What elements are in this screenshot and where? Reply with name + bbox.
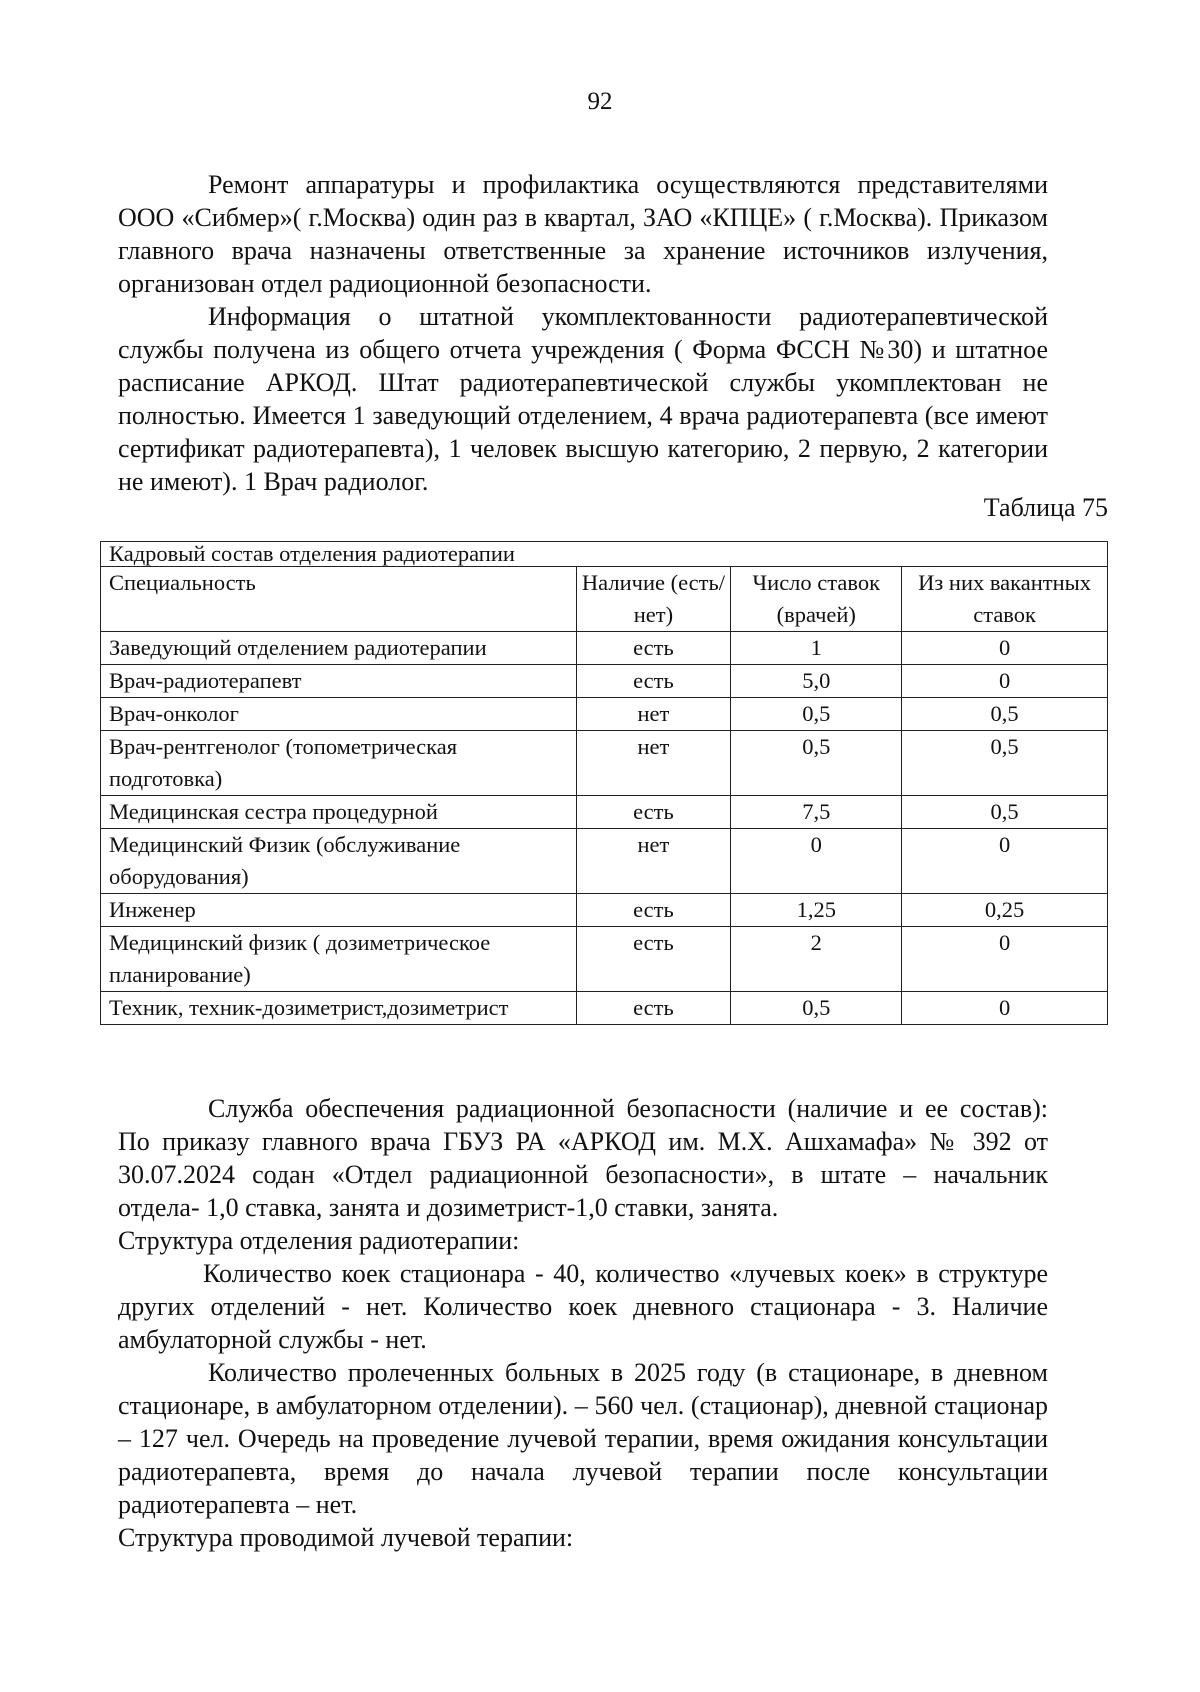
table-row xyxy=(101,665,1108,698)
cell-availability: есть xyxy=(576,894,731,927)
header-vacant: Из них вакантных ставок xyxy=(902,567,1108,632)
cell-specialty: Медицинский физик ( дозиметрическое планирование) xyxy=(101,927,577,992)
cell-specialty: Заведующий отделением радиотерапии xyxy=(101,632,577,665)
cell-specialty: Инженер xyxy=(101,894,577,927)
cell-specialty: Медицинская сестра процедурной xyxy=(101,796,577,829)
paragraph-staffing-info: Информация о штатной укомплектованности радиотерапевтической службы получена из общего отчета учреждения ( Форма ФССН №30) и штатное расписание АРКОД. Штат радиотерапевтической службы укомплектован не полностью. Имеется 1 заведующий отделением, 4 врача радиотерапевта (все имеют сертификат радиотерапевта), 1 человек высшую категорию, 2 первую, 2 категории не имеют). 1 Врач радиолог. xyxy=(118,302,1048,496)
heading-department-structure: Структура отделения радиотерапии: xyxy=(118,1226,520,1255)
cell-rates: 7,5 xyxy=(731,796,902,829)
cell-availability: есть xyxy=(576,632,731,665)
cell-vacant: 0,25 xyxy=(902,894,1108,927)
cell-availability: есть xyxy=(576,796,731,829)
cell-availability: есть xyxy=(576,992,731,1025)
table-title: Кадровый состав отделения радиотерапии xyxy=(101,542,1108,567)
cell-specialty: Техник, техник-дозиметрист,дозиметрист xyxy=(101,992,577,1025)
cell-vacant: 0 xyxy=(902,992,1108,1025)
cell-vacant: 0 xyxy=(902,927,1108,992)
cell-rates: 1,25 xyxy=(731,894,902,927)
cell-vacant: 0,5 xyxy=(902,796,1108,829)
paragraph-bed-count: Количество коек стационара - 40, количество «лучевых коек» в структуре других отделений - нет. Количество коек дневного стационара - 3. Наличие амбулаторной службы - нет. xyxy=(118,1259,1048,1354)
cell-specialty: Врач-радиотерапевт xyxy=(101,665,577,698)
cell-vacant: 0,5 xyxy=(902,698,1108,731)
table-row xyxy=(101,992,1108,1025)
table-row xyxy=(101,894,1108,927)
cell-availability: есть xyxy=(576,665,731,698)
cell-vacant: 0 xyxy=(902,665,1108,698)
staff-table xyxy=(100,541,1108,1025)
cell-specialty: Медицинский Физик (обслуживание оборудования) xyxy=(101,829,577,894)
paragraph-patients-treated: Количество пролеченных больных в 2025 году (в стационаре, в дневном стационаре, в амбулаторном отделении). – 560 чел. (стационар), дневной стационар – 127 чел. Очередь на проведение лучевой терапии, время ожидания консультации радиотерапевта, время до начала лучевой терапии после консультации радиотерапевта – нет. xyxy=(118,1358,1048,1519)
intro-text xyxy=(118,168,1048,498)
header-rates: Число ставок (врачей) xyxy=(731,567,902,632)
cell-rates: 1 xyxy=(731,632,902,665)
paragraph-radiation-safety: Служба обеспечения радиационной безопасности (наличие и ее состав): По приказу главного врача ГБУЗ РА «АРКОД им. М.Х. Ашхамафа» № 392 от 30.07.2024 содан «Отдел радиационной безопасности», в штате – начальник отдела- 1,0 ставка, занята и дозиметрист-1,0 ставки, занята. xyxy=(118,1094,1048,1222)
cell-rates: 0,5 xyxy=(731,698,902,731)
cell-rates: 0 xyxy=(731,829,902,894)
cell-specialty: Врач-рентгенолог (топометрическая подготовка) xyxy=(101,731,577,796)
cell-rates: 5,0 xyxy=(731,665,902,698)
table-row xyxy=(101,829,1108,894)
cell-availability: нет xyxy=(576,731,731,796)
table-row xyxy=(101,796,1108,829)
table-row xyxy=(101,927,1108,992)
cell-rates: 0,5 xyxy=(731,731,902,796)
cell-availability: есть xyxy=(576,927,731,992)
table-title-row xyxy=(101,542,1108,567)
cell-specialty: Врач-онколог xyxy=(101,698,577,731)
header-availability: Наличие (есть/нет) xyxy=(576,567,731,632)
page-number: 92 xyxy=(587,88,613,115)
closing-text xyxy=(118,1092,1048,1554)
cell-rates: 0,5 xyxy=(731,992,902,1025)
paragraph-equipment-maintenance: Ремонт аппаратуры и профилактика осуществляются представителями ООО «Сибмер»( г.Москва) один раз в квартал, ЗАО «КПЦЕ» ( г.Москва). Приказом главного врача назначены ответственные за хранение источников излучения, организован отдел радиоционной безопасности. xyxy=(118,170,1048,298)
table-caption: Таблица 75 xyxy=(983,493,1108,522)
cell-vacant: 0 xyxy=(902,829,1108,894)
cell-rates: 2 xyxy=(731,927,902,992)
table-row xyxy=(101,632,1108,665)
cell-availability: нет xyxy=(576,698,731,731)
table-row xyxy=(101,731,1108,796)
table-header-row xyxy=(101,567,1108,632)
cell-vacant: 0,5 xyxy=(902,731,1108,796)
cell-vacant: 0 xyxy=(902,632,1108,665)
cell-availability: нет xyxy=(576,829,731,894)
table-row xyxy=(101,698,1108,731)
header-specialty: Специальность xyxy=(101,567,577,632)
heading-therapy-structure: Структура проводимой лучевой терапии: xyxy=(118,1523,574,1552)
